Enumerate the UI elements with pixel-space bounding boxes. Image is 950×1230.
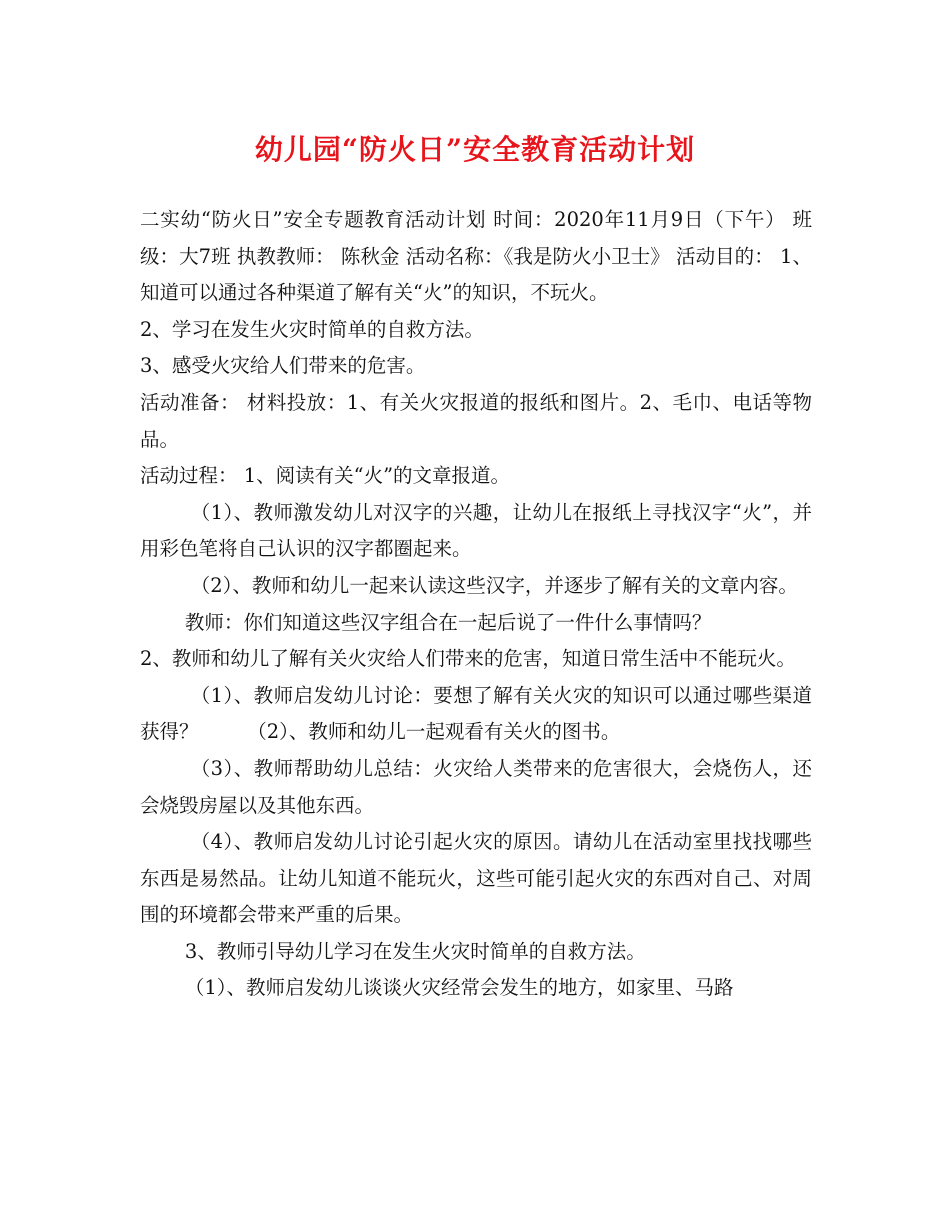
document-body bbox=[140, 202, 812, 1007]
paragraph-goal-2: 2、学习在发生火灾时简单的自救方法。 bbox=[140, 317, 484, 341]
paragraph-step-2-3: （3）、教师帮助幼儿总结：火灾给人类带来的危害很大，会烧伤人，还会烧毁房屋以及其他东西。 bbox=[140, 756, 812, 817]
paragraph-intro: 二实幼“防火日”安全专题教育活动计划 时间：2020年11月9日（下午） 班级：大7班 执教教师： 陈秋金 活动名称：《我是防火小卫士》 活动目的： 1、知道可以通过各种渠道了解有关“火”的知识，不玩火。 bbox=[140, 208, 812, 305]
paragraph-preparation: 活动准备： 材料投放：1、有关火灾报道的报纸和图片。2、毛巾、电话等物品。 bbox=[140, 390, 812, 451]
paragraph-step-1-1: （1）、教师激发幼儿对汉字的兴趣，让幼儿在报纸上寻找汉字“火”，并用彩色笔将自己认识的汉字都圈起来。 bbox=[140, 500, 812, 561]
paragraph-step-3-1: （1）、教师启发幼儿谈谈火灾经常会发生的地方，如家里、马路 bbox=[184, 976, 734, 1000]
paragraph-teacher-question: 教师：你们知道这些汉字组合在一起后说了一件什么事情吗？ bbox=[184, 610, 712, 634]
paragraph-step-2-4: （4）、教师启发幼儿讨论引起火灾的原因。请幼儿在活动室里找找哪些东西是易然品。让幼儿知道不能玩火，这些可能引起火灾的东西对自己、对周围的环境都会带来严重的后果。 bbox=[140, 830, 812, 927]
paragraph-process: 活动过程： 1、阅读有关“火”的文章报道。 bbox=[140, 464, 511, 488]
paragraph-step-2: 2、教师和幼儿了解有关火灾给人们带来的危害，知道日常生活中不能玩火。 bbox=[140, 647, 796, 671]
document-title: 幼儿园“防火日”安全教育活动计划 bbox=[254, 133, 696, 166]
paragraph-goal-3: 3、感受火灾给人们带来的危害。 bbox=[140, 354, 426, 378]
paragraph-step-1-2: （2）、教师和幼儿一起来认读这些汉字，并逐步了解有关的文章内容。 bbox=[190, 573, 798, 597]
paragraph-step-2-1: （1）、教师启发幼儿讨论：要想了解有关火灾的知识可以通过哪些渠道获得？ （2）、教师和幼儿一起观看有关火的图书。 bbox=[140, 683, 812, 744]
paragraph-step-3: 3、教师引导幼儿学习在发生火灾时简单的自救方法。 bbox=[184, 939, 646, 963]
